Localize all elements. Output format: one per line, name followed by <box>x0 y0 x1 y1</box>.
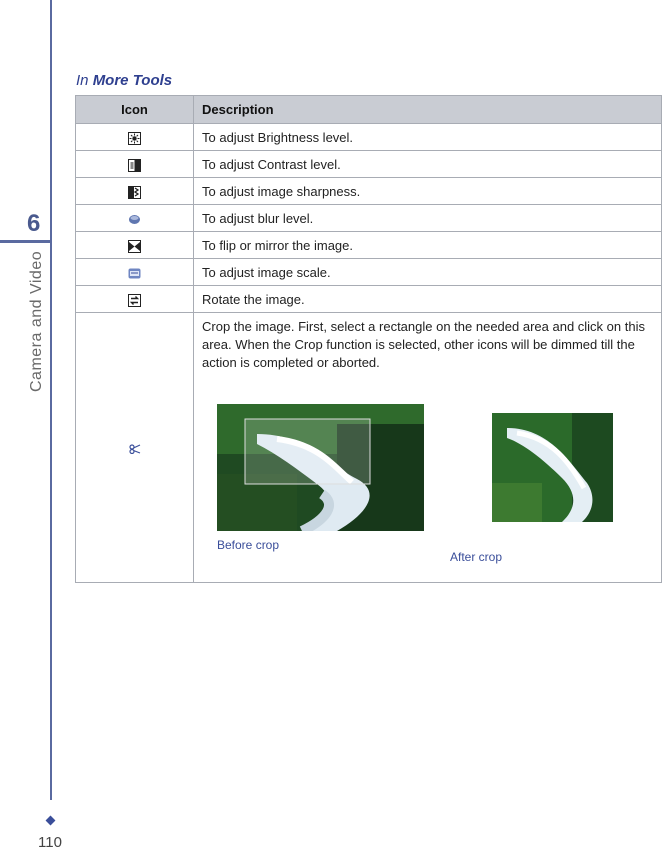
row-description: To flip or mirror the image. <box>194 232 662 259</box>
row-description: To adjust image sharpness. <box>194 178 662 205</box>
before-crop-caption: Before crop <box>217 538 280 552</box>
sharpness-icon <box>128 186 141 199</box>
header-description: Description <box>194 96 662 124</box>
header-icon: Icon <box>76 96 194 124</box>
row-description: Rotate the image. <box>194 286 662 313</box>
diamond-icon <box>46 816 56 826</box>
blur-icon <box>128 214 141 225</box>
after-crop-caption: After crop <box>450 550 503 564</box>
section-title <box>76 72 172 89</box>
crop-icon <box>129 444 141 454</box>
table-row <box>76 205 662 232</box>
flip-icon <box>128 240 141 253</box>
crop-example <box>202 372 653 582</box>
chapter-marker <box>0 240 52 243</box>
table-row <box>76 151 662 178</box>
table-row <box>76 259 662 286</box>
chapter-number: 6 <box>27 210 41 237</box>
scale-icon <box>128 268 141 279</box>
table-row <box>76 232 662 259</box>
row-description: To adjust Brightness level. <box>194 124 662 151</box>
table-row-crop <box>76 313 662 583</box>
brightness-icon <box>128 132 141 145</box>
tools-table <box>75 95 662 583</box>
rotate-icon <box>128 294 141 307</box>
table-header-row <box>76 96 662 124</box>
row-description: To adjust Contrast level. <box>194 151 662 178</box>
table-row <box>76 286 662 313</box>
page-number: 110 <box>38 834 62 851</box>
waterfall-after-image <box>492 413 613 522</box>
contrast-icon <box>128 159 141 172</box>
row-description: To adjust image scale. <box>194 259 662 286</box>
waterfall-before-image <box>217 404 424 531</box>
row-description: To adjust blur level. <box>194 205 662 232</box>
section-title-main: More Tools <box>92 72 173 89</box>
chapter-title: Camera and Video <box>28 250 45 392</box>
crop-description: Crop the image. First, select a rectangle on the needed area and click on this area. When the Crop function is selected, other icons will be dimmed till the action is completed or aborted. <box>202 319 645 370</box>
section-title-prefix: In <box>76 72 93 89</box>
table-row <box>76 178 662 205</box>
table-row <box>76 124 662 151</box>
sidebar-rule <box>50 0 52 800</box>
